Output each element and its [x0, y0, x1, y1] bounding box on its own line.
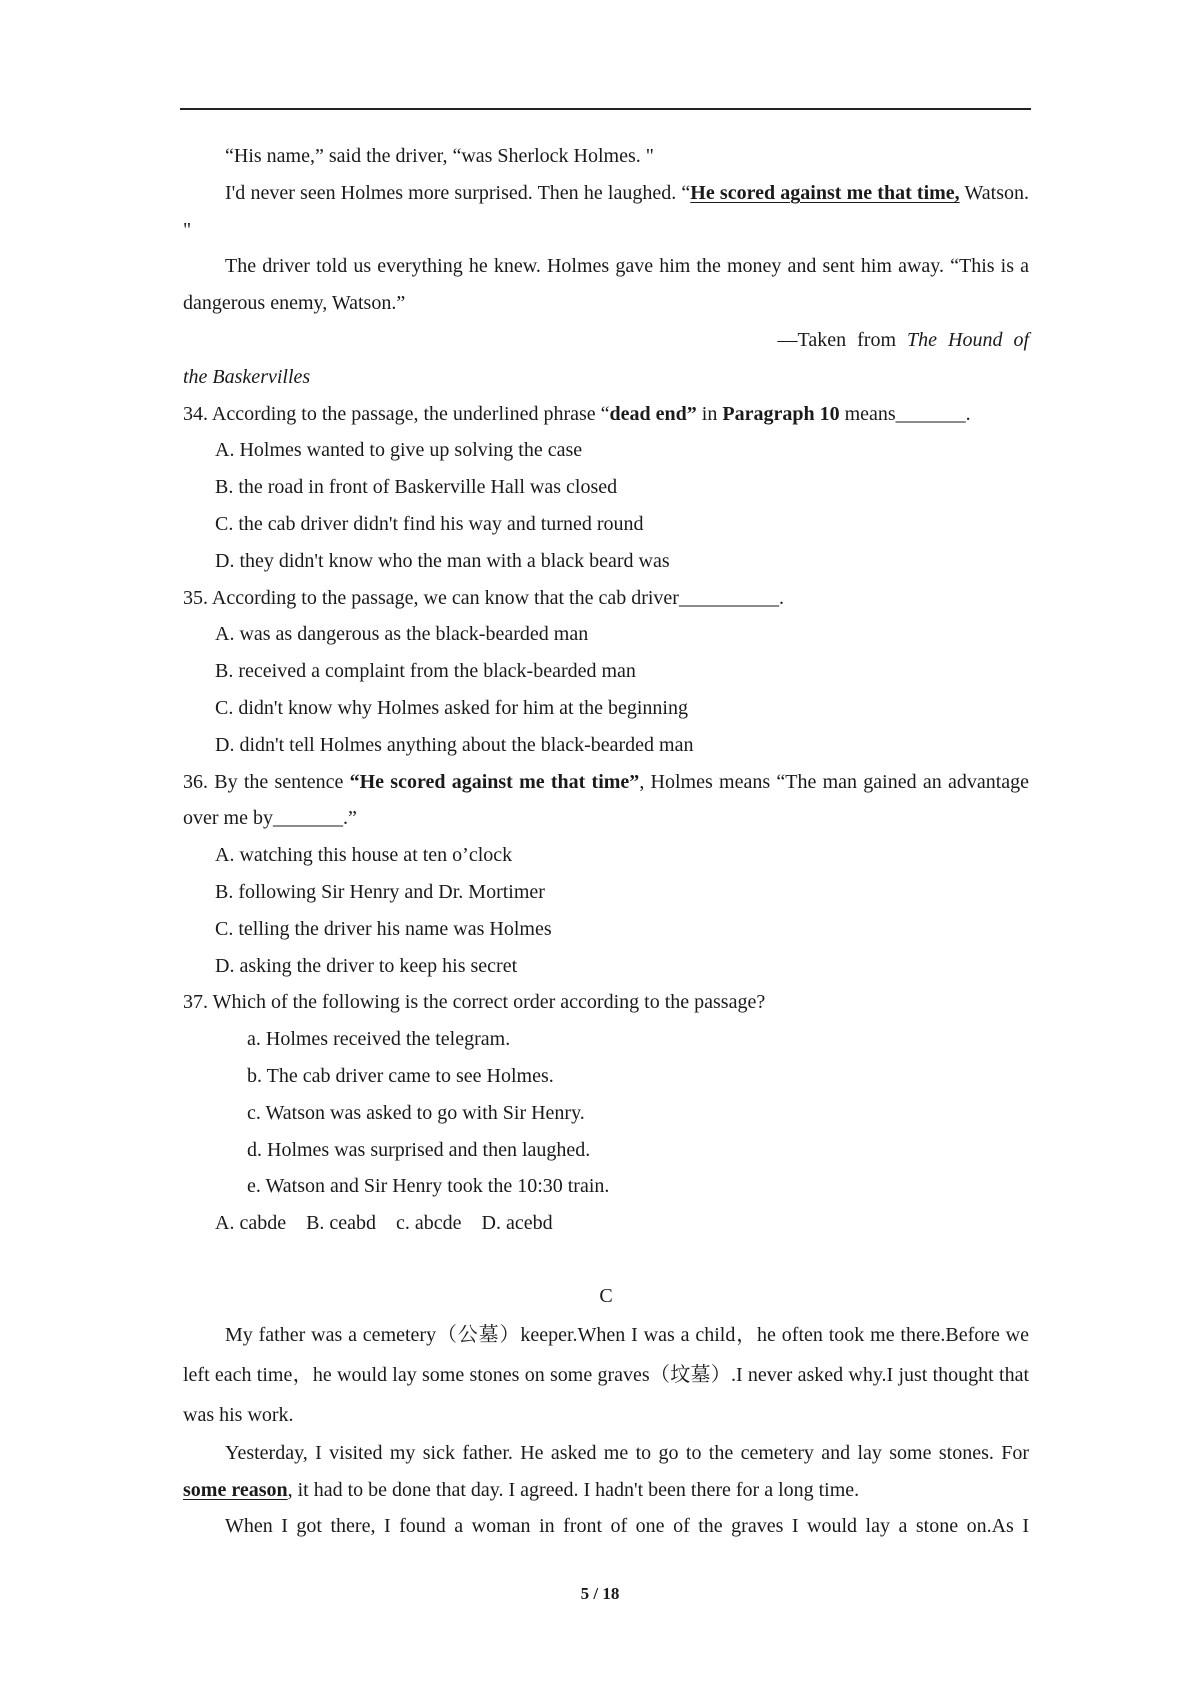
- page-number: 5 / 18: [580, 1584, 620, 1603]
- order-item: c. Watson was asked to go with Sir Henry.: [247, 1101, 585, 1124]
- text-run-bold: Paragraph 10: [722, 402, 840, 425]
- source-citation-cont: [183, 359, 1029, 396]
- text-run: means_______.: [839, 402, 971, 425]
- text-run: , it had to be done that day. I agreed. I hadn't been there for a long time.: [287, 1478, 860, 1501]
- question-35: 35. According to the passage, we can know that the cab driver__________.: [183, 586, 784, 609]
- text-run: 34. According to the passage, the underlined phrase “: [183, 402, 610, 425]
- paragraph: [183, 1435, 1029, 1509]
- section-heading: C: [599, 1284, 613, 1307]
- question-37: 37. Which of the following is the correct order according to the passage?: [183, 991, 766, 1014]
- answer-choices: A. cabde B. ceabd c. abcde D. acebd: [215, 1212, 553, 1235]
- text-run: I'd never seen Holmes more surprised. Then he laughed. “: [225, 181, 691, 204]
- underlined-phrase: He scored against me that time,: [690, 181, 960, 204]
- paragraph: [183, 175, 1029, 249]
- question-34: [183, 396, 1029, 433]
- option: C. didn't know why Holmes asked for him at the beginning: [215, 696, 688, 719]
- option: D. didn't tell Holmes anything about the black-bearded man: [215, 733, 694, 756]
- text-run-bold: dead end”: [609, 402, 697, 425]
- text-run: —Taken from: [777, 328, 907, 351]
- order-item: a. Holmes received the telegram.: [247, 1028, 511, 1051]
- option: B. received a complaint from the black-bearded man: [215, 660, 636, 683]
- text-run-bold: “He scored against me that time”: [349, 770, 640, 793]
- underlined-phrase: some reason: [183, 1478, 288, 1501]
- option: B. the road in front of Baskerville Hall was closed: [215, 476, 618, 499]
- paragraph: The driver told us everything he knew. Holmes gave him the money and sent him away. “This is a dangerous enemy, Watson.”: [183, 255, 1029, 315]
- option: D. they didn't know who the man with a black beard was: [215, 549, 670, 572]
- order-item: e. Watson and Sir Henry took the 10:30 train.: [247, 1175, 610, 1198]
- option: A. watching this house at ten o’clock: [215, 844, 513, 867]
- text-run: Watson. ": [183, 181, 1030, 241]
- header-rule: [180, 108, 1031, 110]
- question-36: [183, 764, 1029, 838]
- option: A. was as dangerous as the black-bearded man: [215, 623, 589, 646]
- option: D. asking the driver to keep his secret: [215, 954, 518, 977]
- passage-c: [183, 1315, 1029, 1435]
- text-run: 36. By the sentence: [183, 770, 350, 793]
- source-citation: [183, 322, 1029, 359]
- order-item: b. The cab driver came to see Holmes.: [247, 1064, 554, 1087]
- paragraph: When I got there, I found a woman in front of one of the graves I would lay a stone on.As I: [225, 1515, 1029, 1538]
- text-run: in: [696, 402, 723, 425]
- option: B. following Sir Henry and Dr. Mortimer: [215, 880, 545, 903]
- text-run: , Holmes means “The man gained an advantage over me by_______.”: [183, 770, 1030, 830]
- order-item: d. Holmes was surprised and then laughed.: [247, 1138, 591, 1161]
- option: C. telling the driver his name was Holmes: [215, 917, 552, 940]
- option: C. the cab driver didn't find his way and turned round: [215, 512, 644, 535]
- document-body: [183, 138, 1029, 1545]
- option: A. Holmes wanted to give up solving the case: [215, 439, 583, 462]
- book-title-cont: the Baskervilles: [183, 365, 311, 388]
- book-title: The Hound of: [907, 328, 1029, 351]
- paragraph: My father was a cemetery（公墓）keeper.When I was a child，he often took me there.Before we left each time，he would lay some stones on some graves（坟墓）.I never asked why.I just thought that was his work.: [183, 1323, 1029, 1426]
- spacer: [183, 1242, 1029, 1278]
- paragraph: “His name,” said the driver, “was Sherlock Holmes. ": [225, 145, 654, 167]
- text-run: Yesterday, I visited my sick father. He asked me to go to the cemetery and lay some stones. For: [225, 1441, 1029, 1464]
